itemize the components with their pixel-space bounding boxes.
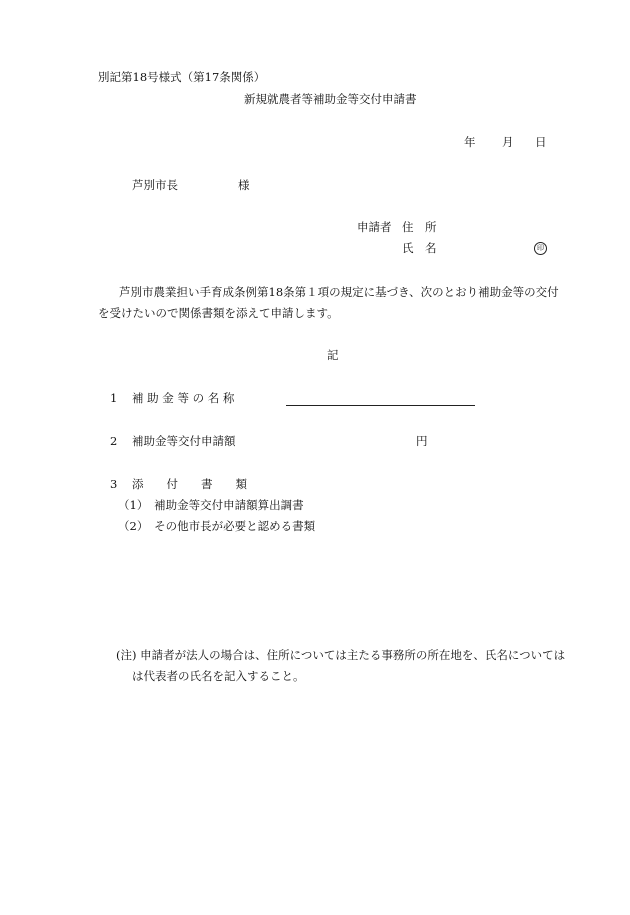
body-text-line-2: を受けたいので関係書類を添えて申請します。 <box>98 306 339 320</box>
name-label: 氏 名 <box>402 241 437 255</box>
item-3-label: 添 付 書 類 <box>132 477 247 491</box>
attachment-item-1: （1） 補助金等交付申請額算出調書 <box>118 498 304 512</box>
addressee-name: 芦別市長 <box>132 178 178 192</box>
note-line-1: (注) 申請者が法人の場合は、住所については主たる事務所の所在地を、氏名については <box>116 648 566 662</box>
address-label: 住 所 <box>402 220 437 234</box>
form-number: 別記第18号様式（第17条関係） <box>98 70 266 84</box>
body-text-line-1: 芦別市農業担い手育成条例第18条第１項の規定に基づき、次のとおり補助金等の交付 <box>119 285 559 299</box>
item-2-unit: 円 <box>416 434 428 448</box>
item-2-label: 補助金等交付申請額 <box>132 434 236 448</box>
date-year-label: 年 <box>464 135 476 149</box>
date-day-label: 日 <box>535 135 547 149</box>
item-2-number: 2 <box>110 434 118 448</box>
form-title: 新規就農者等補助金等交付申請書 <box>244 92 417 106</box>
applicant-label: 申請者 <box>357 220 392 234</box>
subsidy-name-field[interactable] <box>286 391 475 406</box>
note-line-2: は代表者の氏名を記入すること。 <box>132 669 305 683</box>
seal-mark-icon: 印 <box>534 242 547 255</box>
item-1-label: 補 助 金 等 の 名 称 <box>132 391 235 405</box>
ki-heading: 記 <box>327 348 339 362</box>
item-3-number: 3 <box>110 477 118 491</box>
attachment-item-2: （2） その他市長が必要と認める書類 <box>118 519 316 533</box>
addressee-honorific: 様 <box>238 178 250 192</box>
item-1-number: 1 <box>110 391 118 405</box>
date-month-label: 月 <box>502 135 514 149</box>
